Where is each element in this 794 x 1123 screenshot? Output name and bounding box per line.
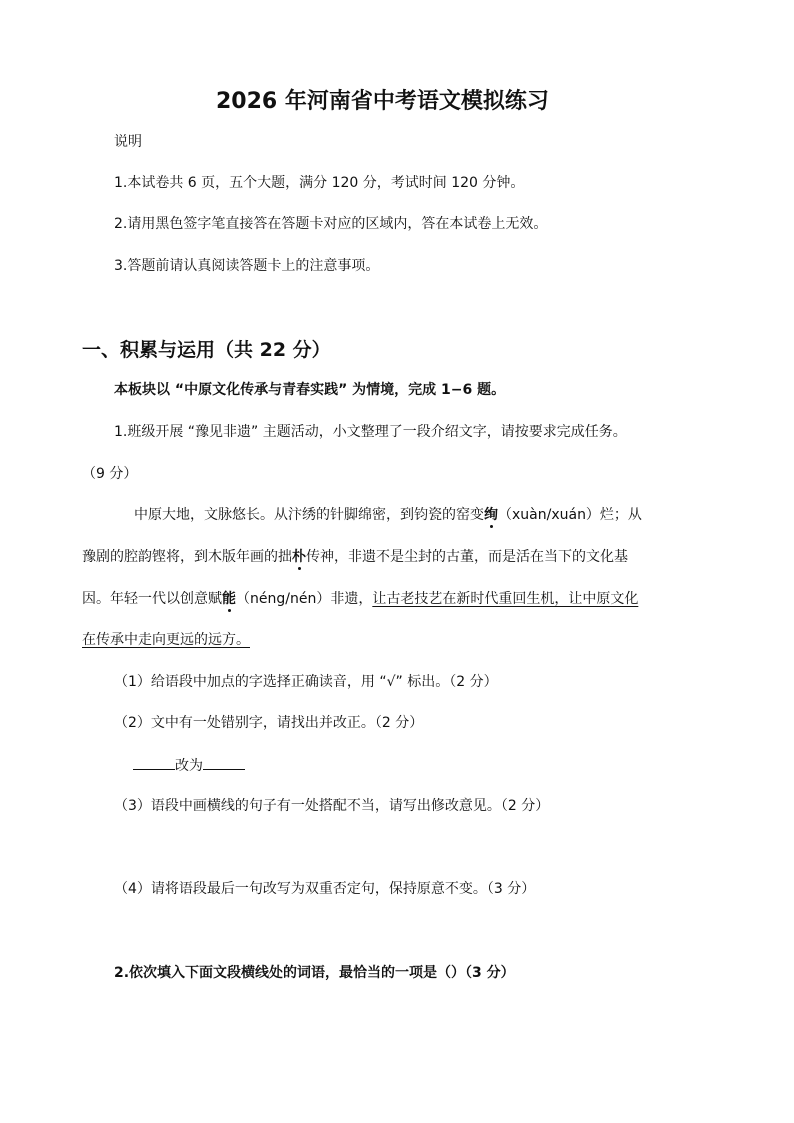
sub-question-2: （2）文中有一处错别字，请找出并改正。（2 分） <box>114 715 424 731</box>
passage-text: 豫剧的腔韵铿将，到木版年画的拙 <box>82 549 292 565</box>
page-title: 2026 年河南省中考语文模拟练习 <box>216 89 549 114</box>
note-item: 2.请用黑色签字笔直接答在答题卡对应的区域内，答在本试卷上无效。 <box>114 216 548 232</box>
answer-line <box>133 755 245 776</box>
passage-line <box>82 589 638 609</box>
section-intro: 本板块以 “中原文化传承与青春实践” 为情境，完成 1−6 题。 <box>114 382 506 398</box>
answer-label: 改为 <box>175 758 203 774</box>
note-item: 1.本试卷共 6 页，五个大题，满分 120 分，考试时间 120 分钟。 <box>114 175 525 191</box>
passage-line <box>134 505 642 525</box>
sub-question-4: （4）请将语段最后一句改写为双重否定句，保持原意不变。（3 分） <box>114 881 536 897</box>
question-1-text: 1.班级开展 “豫见非遗” 主题活动，小文整理了一段介绍文字，请按要求完成任务。 <box>114 424 627 440</box>
question-1-score: （9 分） <box>82 466 138 482</box>
notes-heading: 说明 <box>114 134 142 150</box>
sub-question-3: （3）语段中画横线的句子有一处搭配不当，请写出修改意见。（2 分） <box>114 798 550 814</box>
passage-line <box>82 547 628 567</box>
sub-question-1: （1）给语段中加点的字选择正确读音，用 “√” 标出。（2 分） <box>114 674 498 690</box>
passage-text: 中原大地，文脉悠长。从汴绣的针脚绵密，到钧瓷的窑变 <box>134 507 484 523</box>
dotted-char: 朴 <box>292 549 306 565</box>
passage-text: （néng/nén）非遗， <box>236 591 373 607</box>
underlined-sentence: 让古老技艺在新时代重回生机，让中原文化 <box>372 591 639 607</box>
passage-text: 因。年轻一代以创意赋 <box>82 591 222 607</box>
passage-text: （xuàn/xuán）烂；从 <box>498 507 642 523</box>
passage-text: 传神，非遗不是尘封的古董，而是活在当下的文化基 <box>306 549 628 565</box>
dotted-char: 能 <box>222 591 236 607</box>
passage-line <box>82 630 250 650</box>
dotted-char: 绚 <box>484 507 498 523</box>
underlined-sentence: 在传承中走向更远的远方。 <box>82 632 250 648</box>
note-item: 3.答题前请认真阅读答题卡上的注意事项。 <box>114 258 380 274</box>
section-heading: 一、积累与运用（共 22 分） <box>82 339 331 361</box>
answer-blank[interactable] <box>133 755 175 770</box>
answer-blank[interactable] <box>203 755 245 770</box>
question-2-text: 2.依次填入下面文段横线处的词语，最恰当的一项是（）（3 分） <box>114 965 515 981</box>
